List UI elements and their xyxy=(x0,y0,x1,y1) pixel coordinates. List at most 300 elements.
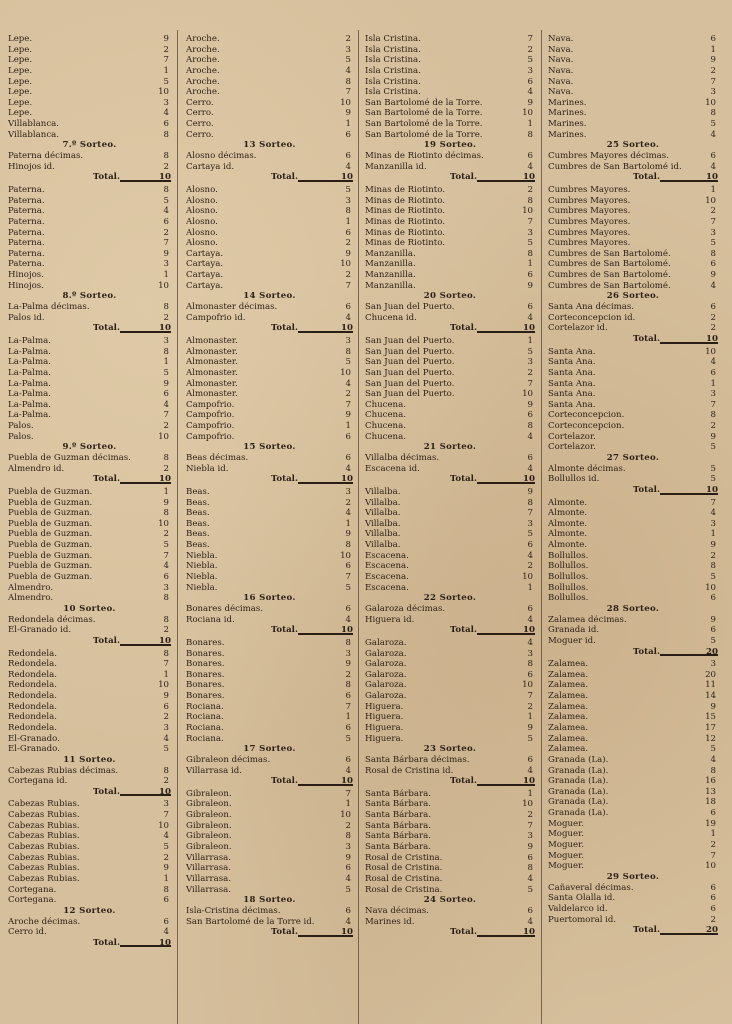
entry-row xyxy=(548,432,718,443)
entry-number: 7 xyxy=(710,76,716,87)
entry-number: 10 xyxy=(522,108,533,119)
entry-town: Cabezas Rubias. xyxy=(8,852,80,863)
entry-row xyxy=(365,281,535,292)
entry-number: 7 xyxy=(527,691,533,702)
entry-row xyxy=(365,885,535,896)
entry-row xyxy=(548,691,718,702)
entry-number: 8 xyxy=(345,76,351,87)
entry-town: Santa Bárbara. xyxy=(365,820,431,831)
entry-number: 9 xyxy=(527,842,533,853)
entry-row xyxy=(365,572,535,583)
entry-number: 10 xyxy=(705,97,716,108)
entry-town: Almonaster. xyxy=(186,389,238,400)
entry-number: 2 xyxy=(710,206,716,217)
entry-number: 6 xyxy=(710,903,716,914)
entry-row xyxy=(8,313,171,324)
entry-town: Isla Cristina. xyxy=(365,34,421,44)
entry-number: 6 xyxy=(710,808,716,819)
entry-town: San Bartolomé de la Torre. xyxy=(365,97,483,108)
entry-number: 5 xyxy=(163,540,169,551)
entry-town: Manzanilla. xyxy=(365,280,416,291)
entry-town: Puebla de Guzman. xyxy=(8,529,93,540)
entry-number: 6 xyxy=(345,905,351,916)
entry-town: Cumbres Mayores. xyxy=(548,227,631,238)
entry-town: Beas. xyxy=(186,540,210,551)
entry-town: Marines. xyxy=(548,97,587,108)
entry-row xyxy=(8,766,171,777)
entry-row xyxy=(365,270,535,281)
entry-number: 6 xyxy=(345,431,351,442)
total-label: Total. xyxy=(450,776,477,787)
entry-row xyxy=(365,45,535,56)
entry-row xyxy=(548,670,718,681)
entry-number: 8 xyxy=(527,195,533,206)
entry-row xyxy=(8,281,171,292)
entry-town: Galaroza. xyxy=(365,648,407,659)
entry-number: 9 xyxy=(527,399,533,410)
entry-row xyxy=(8,810,171,821)
entry-row xyxy=(548,734,718,745)
entry-town: Puebla de Guzman décimas. xyxy=(8,452,131,463)
entry-town: Santa Olalla id. xyxy=(548,893,616,904)
entry-row xyxy=(186,766,353,777)
entry-town: Redondela décimas. xyxy=(8,614,96,625)
entry-town: Almendro. xyxy=(8,582,54,593)
entry-row xyxy=(365,389,535,400)
entry-row xyxy=(8,498,171,509)
entry-town: Hinojos. xyxy=(8,280,44,291)
entry-row xyxy=(548,787,718,798)
entry-number: 9 xyxy=(345,410,351,421)
entry-number: 4 xyxy=(710,357,716,368)
entry-row xyxy=(8,680,171,691)
entry-row xyxy=(365,108,535,119)
entry-row xyxy=(365,302,535,313)
entry-number: 8 xyxy=(163,151,169,162)
sorteo-heading: 12 Sorteo. xyxy=(63,905,116,916)
entry-number: 6 xyxy=(345,863,351,874)
entry-row xyxy=(186,151,353,162)
entry-town: Almonte. xyxy=(548,529,588,540)
entry-town: Redondela. xyxy=(8,691,57,702)
entry-number: 5 xyxy=(527,733,533,744)
entry-row xyxy=(186,206,353,217)
entry-town: Cumbres Mayores. xyxy=(548,238,631,249)
entry-town: Cumbres de San Bartolomé. xyxy=(548,270,671,281)
entry-row xyxy=(186,453,353,464)
entry-town: Nava. xyxy=(548,87,574,98)
entry-number: 6 xyxy=(345,754,351,765)
entry-town: Lepe. xyxy=(8,34,33,44)
entry-row xyxy=(186,615,353,626)
entry-town: Manzanilla. xyxy=(365,270,416,281)
entry-number: 8 xyxy=(163,614,169,625)
entry-number: 16 xyxy=(705,776,716,787)
total-value: 10 xyxy=(159,786,171,797)
entry-number: 1 xyxy=(345,119,351,130)
entry-town: Lepe. xyxy=(8,55,33,66)
total-value: 10 xyxy=(159,635,171,646)
entry-town: Gibraleon. xyxy=(186,842,232,853)
entry-row xyxy=(8,259,171,270)
entry-row xyxy=(365,508,535,519)
column-divider xyxy=(177,30,178,1024)
entry-number: 1 xyxy=(710,529,716,540)
entry-town: Cumbres de San Bartolomé. xyxy=(548,280,671,291)
entry-row xyxy=(186,551,353,562)
entry-number: 10 xyxy=(340,259,351,270)
entry-row xyxy=(548,851,718,862)
total-label: Total. xyxy=(93,474,120,485)
entry-number: 3 xyxy=(710,389,716,400)
entry-town: La-Palma. xyxy=(8,357,52,368)
total-value: 10 xyxy=(523,776,535,787)
entry-row xyxy=(8,863,171,874)
entry-row xyxy=(8,776,171,787)
entry-number: 6 xyxy=(710,893,716,904)
entry-number: 2 xyxy=(527,701,533,712)
entry-row xyxy=(8,659,171,670)
entry-town: Lepe. xyxy=(8,65,33,76)
entry-number: 9 xyxy=(163,863,169,874)
entry-town: Aroche. xyxy=(186,87,220,98)
entry-number: 6 xyxy=(163,216,169,227)
entry-row xyxy=(365,766,535,777)
entry-number: 8 xyxy=(710,248,716,259)
total-label: Total. xyxy=(450,323,477,334)
entry-row xyxy=(8,453,171,464)
entry-number: 8 xyxy=(163,129,169,140)
entry-row xyxy=(365,453,535,464)
sorteo-heading: 7.º Sorteo. xyxy=(62,140,117,151)
entry-row xyxy=(8,734,171,745)
entry-row xyxy=(186,508,353,519)
entry-town: Nava. xyxy=(548,76,574,87)
entry-town: Campofrio. xyxy=(186,421,235,432)
entry-town: Bonares. xyxy=(186,669,225,680)
entry-row xyxy=(8,400,171,411)
entry-town: Moguer. xyxy=(548,850,584,861)
entry-number: 7 xyxy=(345,280,351,291)
entry-row xyxy=(548,347,718,358)
total-value: 10 xyxy=(341,172,353,183)
entry-number: 10 xyxy=(705,582,716,593)
entry-number: 4 xyxy=(345,463,351,474)
entry-town: Lepe. xyxy=(8,97,33,108)
entry-row xyxy=(548,119,718,130)
entry-town: Zalamea. xyxy=(548,723,589,733)
entry-number: 6 xyxy=(527,76,533,87)
entry-row xyxy=(8,885,171,896)
entry-town: San Bartolomé de la Torre. xyxy=(365,119,483,130)
entry-number: 15 xyxy=(705,712,716,723)
entry-number: 6 xyxy=(527,669,533,680)
entry-number: 5 xyxy=(163,367,169,378)
entry-row xyxy=(548,625,718,636)
entry-row xyxy=(365,874,535,885)
entry-town: Cortegana. xyxy=(8,895,57,906)
column-3 xyxy=(365,34,535,1024)
entry-town: Rociana. xyxy=(186,723,224,733)
total-value: 10 xyxy=(159,474,171,485)
entry-row xyxy=(186,400,353,411)
entry-row xyxy=(186,421,353,432)
entry-row xyxy=(365,638,535,649)
entry-row xyxy=(8,519,171,530)
entry-number: 4 xyxy=(527,614,533,625)
entry-row xyxy=(186,185,353,196)
entry-town: Campofrio. xyxy=(186,431,235,442)
entry-number: 6 xyxy=(163,119,169,130)
entry-row xyxy=(8,228,171,239)
entry-town: Paterna. xyxy=(8,248,45,259)
entry-row xyxy=(186,572,353,583)
entry-row xyxy=(365,712,535,723)
entry-number: 5 xyxy=(710,744,716,755)
entry-town: Paterna. xyxy=(8,227,45,238)
entry-number: 7 xyxy=(527,378,533,389)
total-value: 10 xyxy=(706,333,718,344)
entry-town: Corteconcepcion. xyxy=(548,410,625,421)
entry-number: 3 xyxy=(163,723,169,733)
entry-town: Minas de Riotinto. xyxy=(365,206,446,217)
entry-town: Moguer. xyxy=(548,818,584,829)
entry-town: Villalba. xyxy=(365,508,401,519)
entry-number: 6 xyxy=(163,916,169,927)
total-label: Total. xyxy=(271,776,298,787)
entry-town: Cabezas Rubias. xyxy=(8,799,80,810)
entry-town: Niebla. xyxy=(186,582,218,593)
entry-number: 1 xyxy=(527,582,533,593)
entry-town: Higuera. xyxy=(365,723,404,733)
entry-row xyxy=(8,895,171,906)
entry-row xyxy=(365,400,535,411)
entry-town: Galaroza. xyxy=(365,680,407,691)
column-1 xyxy=(8,34,171,1024)
entry-town: Cabezas Rubias. xyxy=(8,810,80,821)
entry-town: Escacena. xyxy=(365,561,409,572)
entry-row xyxy=(8,593,171,604)
entry-town: Bonares. xyxy=(186,648,225,659)
entry-row xyxy=(548,196,718,207)
entry-number: 9 xyxy=(163,497,169,508)
entry-town: Zalamea. xyxy=(548,659,589,670)
entry-row xyxy=(8,649,171,660)
entry-number: 7 xyxy=(163,238,169,249)
entry-row xyxy=(8,238,171,249)
entry-town: La-Palma. xyxy=(8,410,52,421)
entry-number: 2 xyxy=(710,840,716,851)
entry-number: 1 xyxy=(163,669,169,680)
entry-row xyxy=(365,98,535,109)
entry-number: 6 xyxy=(710,367,716,378)
entry-number: 1 xyxy=(710,184,716,195)
entry-number: 3 xyxy=(163,799,169,810)
entry-town: Villalba. xyxy=(365,518,401,529)
entry-town: Redondela. xyxy=(8,659,57,670)
entry-number: 5 xyxy=(527,529,533,540)
total-label: Total. xyxy=(93,323,120,334)
entry-number: 4 xyxy=(710,754,716,765)
entry-number: 9 xyxy=(163,34,169,44)
sorteo-heading: 28 Sorteo. xyxy=(606,603,660,614)
entry-row xyxy=(365,734,535,745)
entry-town: Alosno. xyxy=(186,238,218,249)
sorteo-heading: 20 Sorteo. xyxy=(423,291,477,302)
entry-row xyxy=(365,604,535,615)
entry-town: Granada id. xyxy=(548,625,600,636)
entry-town: La-Palma. xyxy=(8,346,52,357)
entry-town: Minas de Riotinto. xyxy=(365,216,446,227)
entry-row xyxy=(186,789,353,800)
entry-number: 5 xyxy=(710,238,716,249)
entry-town: Paterna. xyxy=(8,238,45,249)
entry-number: 9 xyxy=(710,614,716,625)
entry-row xyxy=(548,561,718,572)
entry-town: Almendro. xyxy=(8,593,54,604)
entry-row xyxy=(548,529,718,540)
entry-row xyxy=(186,464,353,475)
entry-row xyxy=(365,540,535,551)
entry-town: Granada (La). xyxy=(548,776,609,787)
entry-town: Santa Bárbara. xyxy=(365,788,431,799)
entry-row xyxy=(548,368,718,379)
entry-row xyxy=(365,347,535,358)
entry-town: Cumbres Mayores. xyxy=(548,216,631,227)
entry-town: La-Palma. xyxy=(8,335,52,346)
entry-town: Beas. xyxy=(186,518,210,529)
sorteo-heading: 10 Sorteo. xyxy=(63,603,116,614)
entry-number: 7 xyxy=(345,701,351,712)
entry-row xyxy=(548,519,718,530)
entry-number: 4 xyxy=(345,916,351,927)
entry-town: Escacena. xyxy=(365,550,409,561)
entry-row xyxy=(186,638,353,649)
entry-number: 8 xyxy=(163,302,169,313)
entry-town: Puebla de Guzman. xyxy=(8,572,93,583)
entry-town: Rosal de Cristina. xyxy=(365,852,443,863)
entry-number: 18 xyxy=(705,797,716,808)
entry-row xyxy=(8,249,171,260)
entry-row xyxy=(186,691,353,702)
entry-town: Villarrasa id. xyxy=(186,765,243,776)
entry-town: Gibraleon. xyxy=(186,810,232,821)
entry-number: 5 xyxy=(345,357,351,368)
entry-town: Nava. xyxy=(548,34,574,44)
entry-town: Almonaster décimas. xyxy=(186,302,278,313)
entry-row xyxy=(365,206,535,217)
total-value: 10 xyxy=(159,937,171,948)
entry-number: 6 xyxy=(710,625,716,636)
entry-number: 3 xyxy=(710,227,716,238)
entry-number: 4 xyxy=(527,312,533,323)
entry-number: 5 xyxy=(710,442,716,453)
entry-number: 3 xyxy=(710,518,716,529)
entry-town: Rosal de Cristina id. xyxy=(365,765,454,776)
entry-town: Campofrio. xyxy=(186,410,235,421)
entry-number: 4 xyxy=(345,508,351,519)
entry-row xyxy=(8,270,171,281)
entry-row xyxy=(8,151,171,162)
entry-town: Villalba. xyxy=(365,540,401,551)
entry-town: Santa Ana. xyxy=(548,357,596,368)
entry-number: 10 xyxy=(158,280,169,291)
entry-number: 8 xyxy=(345,680,351,691)
entry-number: 9 xyxy=(527,97,533,108)
entry-row xyxy=(548,66,718,77)
total-label: Total. xyxy=(93,172,120,183)
entry-row xyxy=(186,432,353,443)
entry-number: 3 xyxy=(527,518,533,529)
entry-number: 10 xyxy=(340,810,351,821)
entry-town: Valdelarco id. xyxy=(548,903,608,914)
entry-town: Niebla id. xyxy=(186,463,229,474)
entry-row xyxy=(548,819,718,830)
entry-row xyxy=(8,45,171,56)
entry-number: 8 xyxy=(527,421,533,432)
entry-town: Zalamea. xyxy=(548,669,589,680)
entry-number: 10 xyxy=(522,389,533,400)
entry-town: El-Granado. xyxy=(8,733,60,744)
entry-row xyxy=(8,744,171,755)
entry-town: Almonaster. xyxy=(186,367,238,378)
entry-row xyxy=(548,540,718,551)
entry-number: 8 xyxy=(710,108,716,119)
sorteo-heading: 21 Sorteo. xyxy=(423,442,477,453)
entry-number: 10 xyxy=(158,820,169,831)
entry-number: 4 xyxy=(345,614,351,625)
entry-number: 2 xyxy=(345,497,351,508)
entry-town: Chucena. xyxy=(365,421,406,432)
entry-row xyxy=(8,927,171,938)
entry-number: 4 xyxy=(163,831,169,842)
entry-number: 3 xyxy=(527,357,533,368)
entry-number: 3 xyxy=(345,486,351,497)
entry-number: 2 xyxy=(163,161,169,172)
entry-row xyxy=(548,259,718,270)
entry-row xyxy=(186,712,353,723)
entry-town: Cortelazor id. xyxy=(548,323,608,334)
entry-row xyxy=(186,87,353,98)
entry-town: Bonares. xyxy=(186,659,225,670)
entry-town: Villablanca. xyxy=(8,119,60,130)
entry-row xyxy=(8,119,171,130)
entry-number: 4 xyxy=(345,765,351,776)
entry-number: 4 xyxy=(527,87,533,98)
entry-number: 1 xyxy=(163,357,169,368)
total-label: Total. xyxy=(633,646,660,657)
entry-row xyxy=(186,810,353,821)
entry-town: Granada (La). xyxy=(548,808,609,819)
entry-town: Paterna. xyxy=(8,184,45,195)
entry-row xyxy=(8,217,171,228)
entry-town: Marines. xyxy=(548,119,587,130)
entry-town: Bonares décimas. xyxy=(186,603,264,614)
entry-number: 3 xyxy=(163,582,169,593)
entry-town: Almonte. xyxy=(548,497,588,508)
total-label: Total. xyxy=(271,323,298,334)
entry-town: Almonaster. xyxy=(186,378,238,389)
entry-town: Cumbres Mayores décimas. xyxy=(548,151,669,162)
sorteo-heading: 9.º Sorteo. xyxy=(62,442,117,453)
entry-row xyxy=(8,917,171,928)
entry-row xyxy=(8,529,171,540)
entry-town: Aroche. xyxy=(186,76,220,87)
column-4 xyxy=(548,34,718,1024)
entry-row xyxy=(8,98,171,109)
entry-town: Puebla de Guzman. xyxy=(8,518,93,529)
entry-row xyxy=(8,206,171,217)
